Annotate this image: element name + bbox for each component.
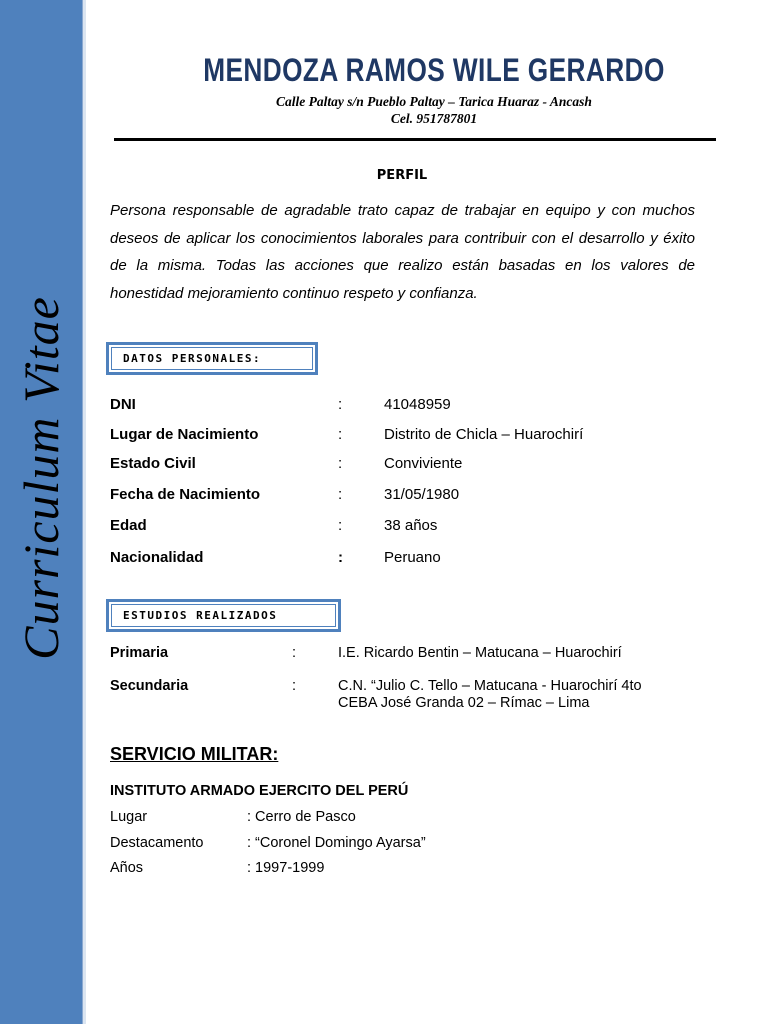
datos-personales-heading: DATOS PERSONALES:: [111, 347, 313, 370]
datos-value: Peruano: [384, 549, 441, 566]
sidebar-border: [82, 0, 86, 1024]
estudios-box: [106, 599, 341, 632]
datos-colon: :: [338, 517, 343, 534]
datos-colon: :: [338, 455, 343, 472]
datos-label: Fecha de Nacimiento: [110, 486, 261, 503]
servicio-value: : “Coronel Domingo Ayarsa”: [247, 835, 426, 851]
servicio-institution: INSTITUTO ARMADO EJERCITO DEL PERÚ: [110, 783, 409, 799]
datos-value: 38 años: [384, 517, 438, 534]
datos-label: Edad: [110, 517, 147, 534]
estudios-colon: :: [292, 678, 297, 694]
datos-value: Conviviente: [384, 455, 463, 472]
servicio-label: Destacamento: [110, 835, 204, 851]
datos-colon: :: [338, 426, 343, 443]
address: Calle Paltay s/n Pueblo Paltay – Tarica Huaraz - Ancash: [276, 94, 592, 109]
estudios-value: I.E. Ricardo Bentin – Matucana – Huarochirí: [338, 645, 622, 661]
datos-personales-box: [106, 342, 318, 375]
perfil-text: Persona responsable de agradable trato capaz de trabajar en equipo y con muchos deseos de aplicar los conocimientos laborales para contribuir con el desarrollo y éxito de la misma. Todas las acciones que realizo están basadas en los valores de honestidad mejoramiento continuo respeto y confianza.: [110, 202, 695, 302]
estudios-value: C.N. “Julio C. Tello – Matucana - Huarochirí 4to: [338, 678, 642, 694]
datos-colon: :: [338, 549, 343, 566]
sidebar-title: Curriculum Vitae: [13, 296, 69, 660]
datos-label: Nacionalidad: [110, 549, 204, 566]
header-divider: [114, 138, 716, 141]
datos-colon: :: [338, 396, 343, 413]
estudios-colon: :: [292, 645, 297, 661]
servicio-value: : Cerro de Pasco: [247, 809, 356, 825]
servicio-heading: SERVICIO MILITAR:: [110, 744, 279, 764]
estudios-value-line2: CEBA José Granda 02 – Rímac – Lima: [338, 695, 590, 711]
estudios-label: Primaria: [110, 645, 169, 661]
datos-label: Estado Civil: [110, 455, 196, 472]
datos-colon: :: [338, 486, 343, 503]
candidate-name: MENDOZA RAMOS WILE GERARDO: [203, 52, 665, 88]
datos-label: DNI: [110, 396, 136, 413]
datos-label: Lugar de Nacimiento: [110, 426, 259, 443]
phone: Cel. 951787801: [390, 111, 478, 126]
datos-value: Distrito de Chicla – Huarochirí: [384, 426, 584, 443]
estudios-label: Secundaria: [110, 678, 189, 694]
servicio-value: : 1997-1999: [247, 860, 325, 876]
servicio-label: Años: [110, 860, 144, 876]
datos-value: 31/05/1980: [384, 486, 460, 503]
datos-value: 41048959: [384, 396, 451, 413]
perfil-heading: PERFIL: [376, 168, 428, 183]
estudios-heading: ESTUDIOS REALIZADOS: [111, 604, 336, 627]
servicio-label: Lugar: [110, 809, 148, 825]
